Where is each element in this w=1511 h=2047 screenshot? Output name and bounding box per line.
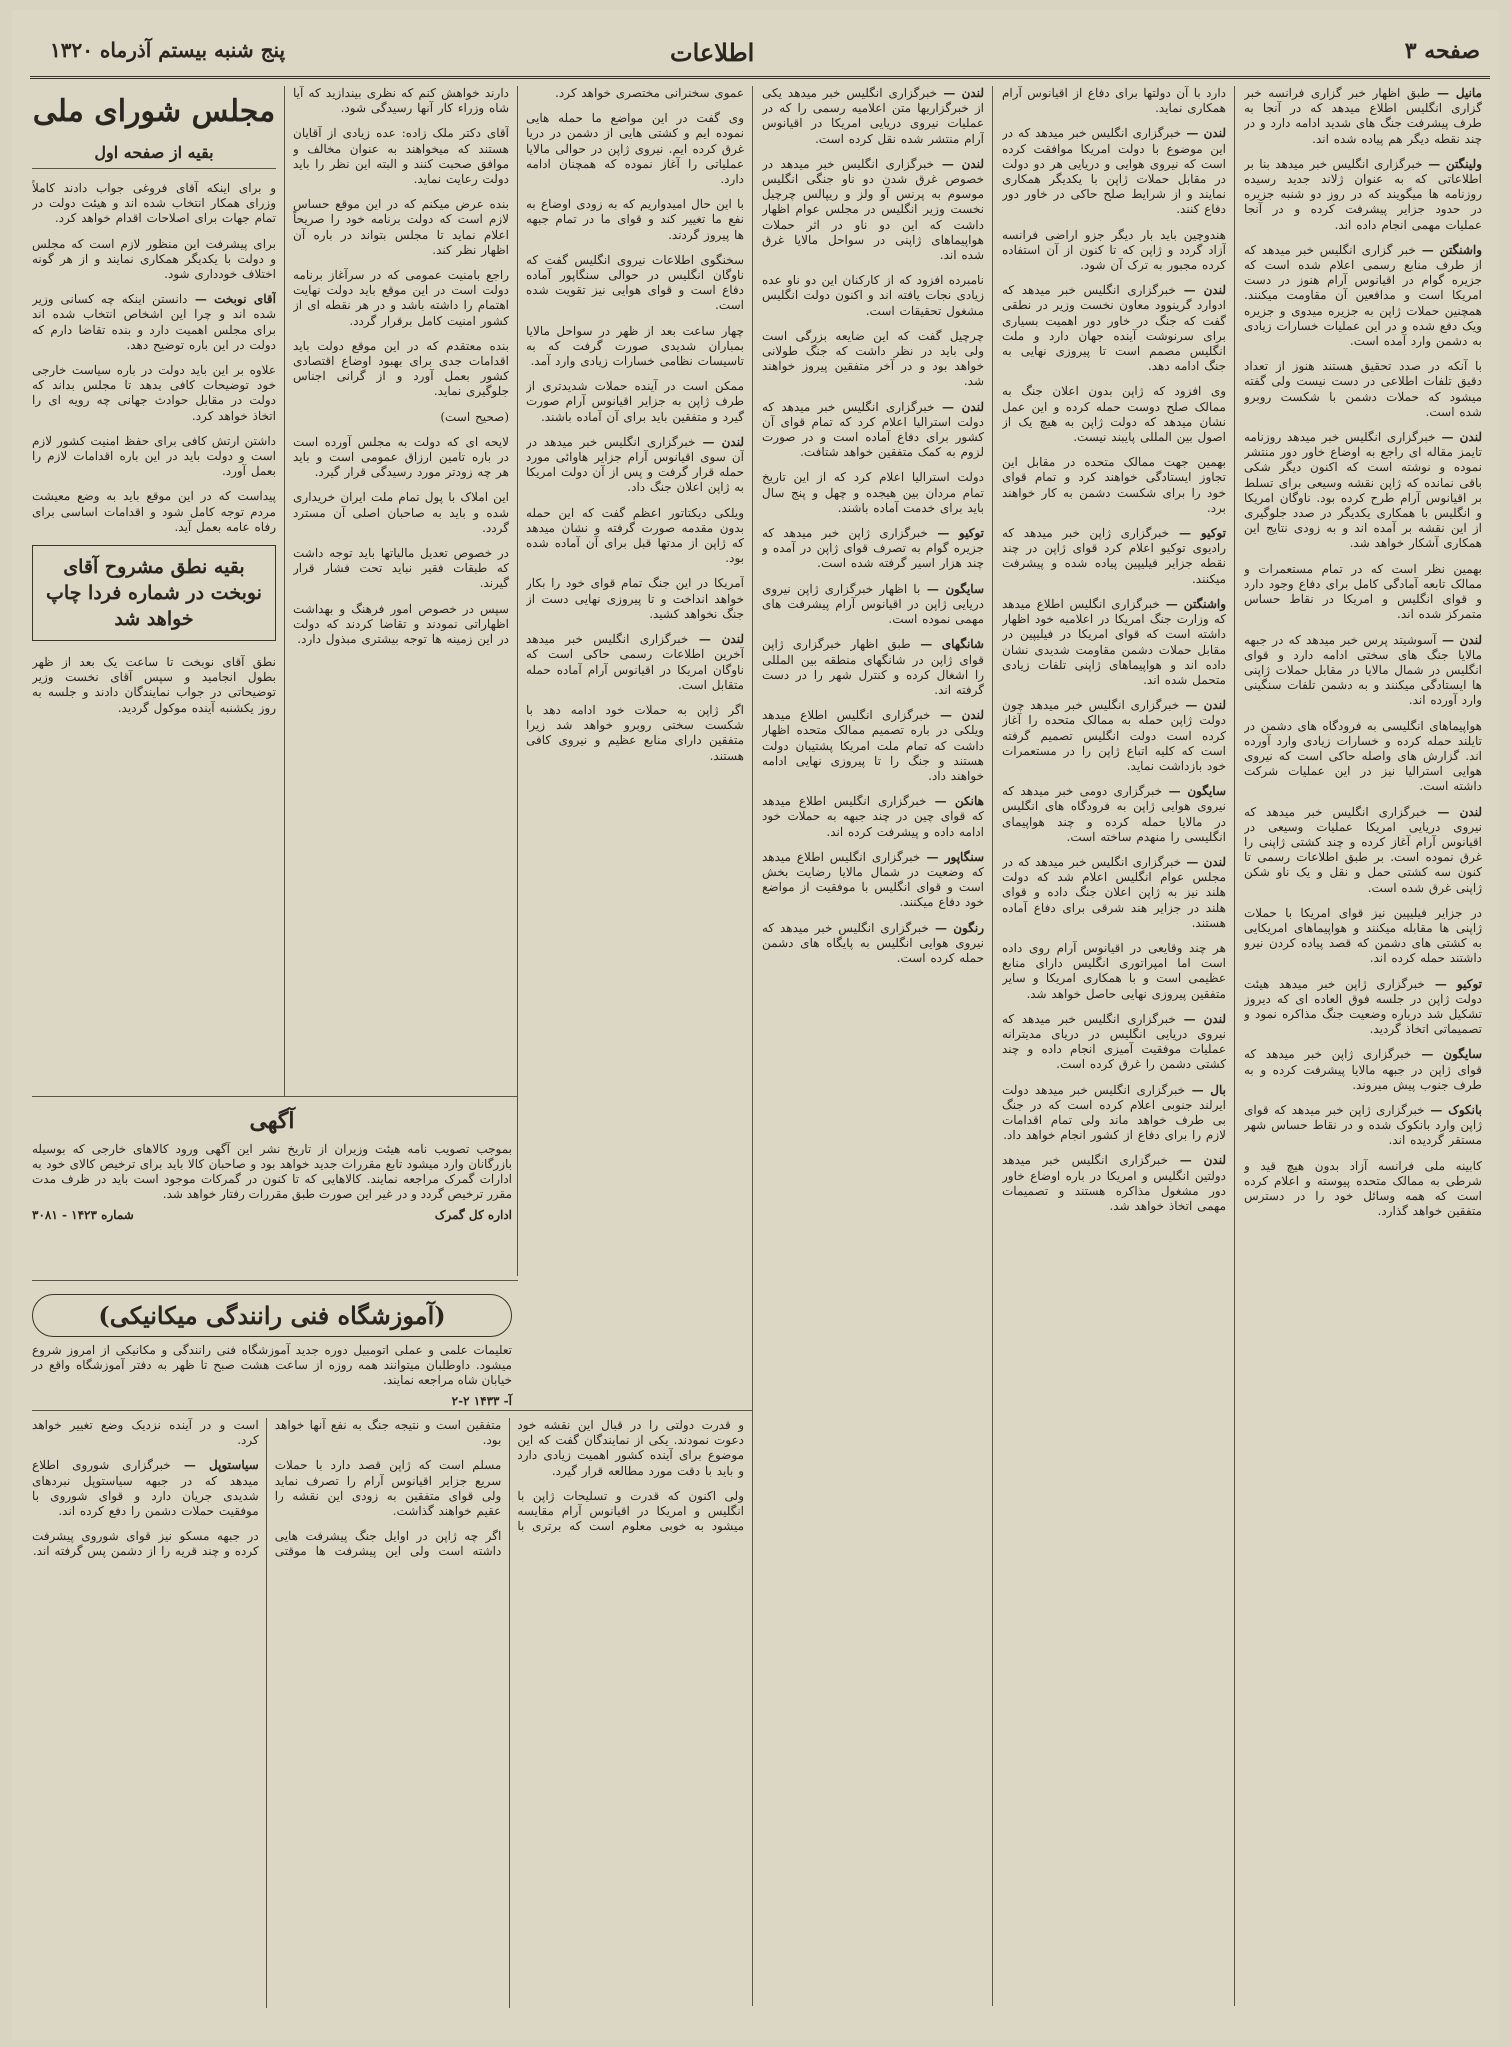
news-paragraph bbox=[293, 126, 509, 187]
news-paragraph bbox=[293, 546, 509, 592]
dateline: لندن — bbox=[1175, 1011, 1226, 1026]
news-paragraph bbox=[1002, 384, 1226, 445]
dateline: لندن — bbox=[1436, 632, 1482, 647]
section-divider bbox=[32, 1280, 518, 1281]
column-rule bbox=[517, 86, 518, 1276]
news-paragraph bbox=[526, 576, 744, 622]
dateline: بانکوک — bbox=[1424, 1102, 1482, 1117]
paragraph-text: آسوشیتد پرس خبر میدهد که در جبهه مالایا جنگ های سختی ادامه دارد و قوای انگلیس در شمال مالایا در مقابل حملات ژاپنی ها ایستادگی میکنند و به دشمن تلفات سنگینی وارد آورده اند. bbox=[1244, 632, 1482, 708]
dateline: شانگهای — bbox=[910, 637, 984, 652]
school-footer-code: آ- ۱۴۳۳ ۲-۲ bbox=[451, 1394, 512, 1408]
news-paragraph bbox=[762, 850, 984, 911]
paragraph-text: در جزایر فیلیپین نیز قوای امریکا با حملات ژاپنی ها مقابله میکنند و هواپیماهای امریکایی به کشتی های دشمن که قصد پیاده کردن نیرو داشتند حمله کرده اند. bbox=[1244, 905, 1482, 966]
news-paragraph bbox=[32, 1458, 259, 1519]
news-paragraph bbox=[1244, 1047, 1482, 1093]
paragraph-text: ولی اکنون که قدرت و تسلیحات ژاپن با انگلیس و امریکا در اقیانوس آرام مقایسه میشود به خوبی معلوم است که برتری با متفقین است و نتیجه جنگ به نفع آنها خواهد بود. bbox=[274, 1418, 744, 1534]
paragraph-text: خبرگزاری انگلیس خبر میدهد بنا بر اطلاعاتی که به عنوان ژلاند جدید رسیده روزنامه ها میگویند که در روز دو شنبه جزیره در حدود جزایر پیشرفت کرده و در آنجا عملیات مهمی انجام داده اند. bbox=[1244, 156, 1482, 232]
news-paragraph bbox=[762, 329, 984, 390]
paragraph-text: خبرگزاری ژاپن خبر میدهد که قوای ژاپن وارد بانکوک شده و در نقاط حساس شهر مستقر گردیده اند. bbox=[1244, 1102, 1482, 1148]
column-3-body bbox=[762, 86, 984, 966]
majlis-closing: نطق آقای نوبخت تا ساعت یک بعد از ظهر بطول انجامید و سپس آقای نخست وزیر توضیحاتی در جواب نمایندگان دادند و جلسه به روز یکشنبه آینده موکول گردید. bbox=[32, 655, 276, 715]
advert-signature bbox=[32, 1208, 512, 1222]
paragraph-text: دارد با آن دولتها برای دفاع از اقیانوس آرام همکاری نماید. bbox=[1002, 86, 1226, 116]
paragraph-text: خبرگزاری انگلیس اطلاع میدهد ویلکی در باره تصمیم ممالک متحده اظهار داشت که تمام ملت امریکا پشتیبان دولت هستند و جنگ را تا پیروزی نهایی ادامه خواهند داد. bbox=[762, 708, 984, 783]
news-paragraph bbox=[526, 632, 744, 693]
dateline: بال — bbox=[1185, 1082, 1226, 1097]
paragraph-text: خبرگزاری ژاپن خبر میدهد که قوای ژاپن در جبهه مالایا پیشرفت کرده و به طرف جنوب پیش میروند. bbox=[1244, 1047, 1482, 1092]
news-paragraph bbox=[1002, 283, 1226, 374]
section-divider bbox=[32, 1096, 518, 1097]
news-paragraph bbox=[1244, 1103, 1482, 1149]
paragraph-text: دارند خواهش کنم که نظری بیندازید که آیا شاه وزراء کار آنها رسیدگی شود. bbox=[293, 86, 509, 116]
paragraph-text: دولت استرالیا اعلام کرد که از این تاریخ تمام مردان بین هیجده و چهل و پنج سال باید برای خدمت آماده باشند. bbox=[762, 470, 984, 515]
news-paragraph bbox=[293, 490, 509, 536]
paragraph-text: این املاک با پول تمام ملت ایران خریداری شده و باید به صاحبان اصلی آن مسترد گردد. bbox=[293, 490, 509, 535]
paragraph-text: خبرگزاری ژاپن خبر میدهد هیئت دولت ژاپن در جلسه فوق العاده ای که دیروز تشکیل شد درباره وضعیت جنگ مذاکره نمود و تصمیماتی اتخاذ گردید. bbox=[1244, 976, 1482, 1037]
column-rule bbox=[752, 86, 753, 2006]
news-paragraph bbox=[762, 400, 984, 461]
news-paragraph bbox=[526, 253, 744, 314]
paragraph-text: کابینه ملی فرانسه آزاد بدون هیچ قید و شرطی به ممالک متحده پیوسته و اعلام کرده است که همه وسائل خود را در دسترس متفقین خواهد گذارد. bbox=[1244, 1158, 1482, 1219]
page-number: صفحه ۳ bbox=[1404, 38, 1480, 64]
news-paragraph bbox=[32, 237, 276, 283]
paragraph-text: هر چند وقایعی در اقیانوس آرام روی داده است اما امپراتوری انگلیس دارای منابع عظیمی است و با همکاری امریکا و سایر متفقین پیروزی نهایی حاصل خواهد شد. bbox=[1002, 940, 1226, 1001]
school-footer bbox=[32, 1394, 512, 1408]
paragraph-text: راجع بامنیت عمومی که در سرآغاز برنامه دولت است در این موقع باید دولت نهایت اهتمام را داشته باشد و در هر نقطه ای از کشور امنیت کامل برقرار گردد. bbox=[293, 268, 509, 328]
paragraph-text: چهار ساعت بعد از ظهر در سواحل مالایا بمباران شدیدی صورت گرفت که به تاسیسات نظامی خسارات زیادی وارد آمد. bbox=[526, 323, 744, 369]
news-paragraph bbox=[1002, 784, 1226, 845]
paragraph-text: اگر ژاپن به حملات خود ادامه دهد با شکست سختی روبرو خواهد شد زیرا متفقین دارای منابع عظیم و نیروی کافی هستند. bbox=[526, 702, 744, 763]
paragraph-text: خبرگزاری ژاپن خبر میدهد که رادیوی توکیو اعلام کرد قوای ژاپن در چند نقطه جزایر فیلیپین پیاده شده و پیشرفت میکنند. bbox=[1002, 526, 1226, 586]
news-paragraph bbox=[762, 273, 984, 319]
column-rule bbox=[1234, 86, 1235, 2006]
news-paragraph bbox=[1244, 562, 1482, 623]
paragraph-text: در خصوص تعدیل مالیاتها باید توجه داشت که طبقات فقیر نباید تحت فشار قرار گیرند. bbox=[293, 546, 509, 591]
paragraph-text: خبرگزاری دومی خبر میدهد که نیروی هوایی ژاپن به فرودگاه های انگلیس در مالایا حمله کرده و چند هواپیمای انگلیسی را منهدم ساخته است. bbox=[1002, 784, 1226, 844]
dateline: توکیو — bbox=[927, 526, 984, 541]
paragraph-text: خبرگزاری انگلیس خبر میدهد روزنامه تایمز مقاله ای راجع به اوضاع خاور دور منتشر نموده و نوشته است که اکنون دیگر شکی باقی نمانده که ژاپن نقشه وسیعی برای تسلط بر اقیانوس آرام طرح کرده بود. ناوگان امریکا و انگلیس با همکاری یکدیگر در صدد جلوگیری از این نقشه بر آمده اند و به زودی نتایج این همکاری آشکار خواهد شد. bbox=[1244, 430, 1482, 551]
paragraph-text: خبر گزاری انگلیس خبر میدهد که از طرف منابع رسمی اعلام شده است که جزیره گوام در اقیانوس آرام هنوز در دست امریکا است و مدافعین آن مقاومت میکنند. همچنین حملات ژاپن به جزیره میدوی و جزیره ویک دفع شده و در این عملیات خسارات زیادی به دشمن وارد آمده است. bbox=[1244, 242, 1482, 349]
paragraph-text: عموی سخنرانی مختصری خواهد کرد. bbox=[555, 86, 744, 100]
paragraph-text: خبرگزاری انگلیس اطلاع میدهد که وضعیت در شمال مالایا رضایت بخش است و قوای انگلیس با موفقیت از مواضع خود دفاع میکنند. bbox=[762, 849, 984, 910]
newspaper-name: اطلاعات bbox=[670, 38, 755, 67]
column-1-body bbox=[1244, 86, 1482, 1219]
dateline: رنگون — bbox=[928, 920, 984, 935]
news-paragraph bbox=[762, 470, 984, 516]
dateline: لندن — bbox=[930, 708, 984, 723]
news-paragraph bbox=[1244, 906, 1482, 967]
paragraph-text: برای پیشرفت این منظور لازم است که مجلس و دولت با یکدیگر همکاری نمایند و از هر گونه اختلاف خودداری شود. bbox=[32, 236, 276, 282]
news-paragraph bbox=[1244, 1159, 1482, 1220]
news-paragraph bbox=[762, 708, 984, 784]
paragraph-text: خبرگزاری انگلیس خبر میدهد چون دولت ژاپن حمله به ممالک متحده را آغاز کرده است دولت انگلیس تصمیم گرفته است که کلیه اتباع ژاپن را در مستعمرات خود بازداشت نماید. bbox=[1002, 698, 1226, 773]
news-paragraph bbox=[1002, 1083, 1226, 1144]
paragraph-text: خبرگزاری انگلیس خبر میدهد دولت ایرلند جنوبی اعلام کرده است که در جنگ بی طرف خواهد ماند ولی تمام اقدامات لازم را برای دفاع از کشور انجام خواهد داد. bbox=[1002, 1082, 1226, 1143]
news-paragraph bbox=[1002, 1153, 1226, 1214]
dateline: لندن — bbox=[934, 156, 984, 171]
paragraph-text: در جبهه مسکو نیز قوای شوروی پیشرفت کرده و چند قریه را از دشمن پس گرفته اند. bbox=[32, 1529, 259, 1559]
paragraph-text: بهمین جهت ممالک متحده در مقابل این تجاوز ایستادگی خواهند کرد و تمام قوای خود را برای شکست دشمن به کار خواهند برد. bbox=[1002, 455, 1226, 515]
news-paragraph bbox=[1244, 719, 1482, 795]
paragraph-text: وی گفت در این مواضع ما حمله هایی نموده ایم و کشتی هایی از دشمن در دریا غرق کرده ایم. نیروی ژاپن در حوالی مالایا عملیاتی را آغاز نموده که همچنان ادامه دارد. bbox=[526, 111, 744, 187]
news-column-3 bbox=[762, 86, 984, 2006]
news-column-2 bbox=[1002, 86, 1226, 2006]
news-paragraph bbox=[526, 86, 744, 101]
news-paragraph bbox=[762, 921, 984, 967]
news-paragraph bbox=[1002, 855, 1226, 931]
paragraph-text: هواپیماهای انگلیسی به فرودگاه های دشمن در تایلند حمله کرده و خسارات زیادی وارد آورده اند. گزارش های واصله حاکی است که نیروی هوایی استرالیا نیز در این عملیات شرکت داشته است. bbox=[1244, 718, 1482, 794]
continuation-notice: بقیه نطق مشروح آقای نوبخت در شماره فردا چاپ خواهد شد bbox=[32, 545, 276, 641]
paragraph-text: نامبرده افزود که از کارکنان این دو ناو عده زیادی نجات یافته اند و اکنون دولت انگلیس مشغول تحقیقات است. bbox=[762, 273, 984, 318]
news-paragraph bbox=[1002, 1012, 1226, 1073]
news-paragraph bbox=[526, 111, 744, 187]
paragraph-text: سخنگوی اطلاعات نیروی انگلیس گفت که ناوگان انگلیس در حوالی سنگاپور آماده دفاع است و قوای هوایی نیز تقویت شده است. bbox=[526, 252, 744, 313]
dateline: لندن — bbox=[937, 86, 984, 100]
paragraph-text: خبرگزاری انگلیس خبر میدهد آخرین اطلاعات رسمی حاکی است که ناوگان امریکا در اقیانوس آرام آماده حمله متقابل است. bbox=[526, 632, 744, 692]
news-paragraph bbox=[293, 86, 509, 116]
news-column-1 bbox=[1244, 86, 1482, 2006]
dateline: مانیل — bbox=[1430, 86, 1482, 100]
paragraph-text: و برای اینکه آقای فروغی جواب دادند کاملاً وزرای همکار انتخاب شده اند و هیئت دولت در تمام جهات برای اصلاحات اقدام خواهد کرد. bbox=[32, 181, 276, 226]
dateline: سیاستوپل — bbox=[170, 1458, 259, 1473]
news-paragraph bbox=[275, 1458, 502, 1519]
majlis-column bbox=[32, 86, 276, 1086]
news-paragraph bbox=[1244, 86, 1482, 147]
paragraph-text: خبرگزاری انگلیس اطلاع میدهد که قوای چین در چند جبهه به حملات خود ادامه داده و پیشرفت کرده اند. bbox=[762, 794, 984, 839]
page-header bbox=[30, 30, 1490, 79]
column-rule bbox=[992, 86, 993, 2006]
column-5-body bbox=[293, 86, 509, 647]
news-paragraph bbox=[293, 410, 509, 425]
paragraph-text: با این حال امیدواریم که به زودی اوضاع به نفع ما تغییر کند و قوای ما در تمام جبهه ها پیروز گردند. bbox=[526, 197, 744, 242]
paragraph-text: طبق اظهار خبرگزاری ژاپن قوای ژاپن در شانگهای منطقه بین المللی را اشغال کرده و کنترل شهر را در دست گرفته اند. bbox=[762, 637, 984, 697]
news-paragraph bbox=[293, 339, 509, 400]
driving-school-advert bbox=[32, 1288, 512, 1408]
news-paragraph bbox=[293, 435, 509, 481]
paragraph-text: پیداست که در این موقع باید به وضع معیشت مردم توجه کامل شود و اقدامات اساسی برای رفاه عامه بعمل آید. bbox=[32, 489, 276, 534]
paragraph-text: خبرگزاری انگلیس خبر میدهد که در این موضوع با دولت امریکا موافقت کرده است که نیروی هوایی و دریایی هر دو دولت در مقابل حملات ژاپن با یکدیگر همکاری نمایند و از شرایط صلح حاکی در خاور دور دفاع کنند. bbox=[1002, 126, 1226, 217]
news-column-4 bbox=[526, 86, 744, 1146]
advert-title: آگهی bbox=[249, 1108, 295, 1134]
dateline: لندن — bbox=[1175, 283, 1226, 298]
column-6-body bbox=[32, 181, 276, 535]
customs-advert bbox=[32, 1104, 512, 1222]
majlis-continuation: بقیه از صفحه اول bbox=[32, 143, 276, 169]
news-column-5 bbox=[293, 86, 509, 1086]
news-paragraph bbox=[1244, 157, 1482, 233]
news-paragraph bbox=[1002, 941, 1226, 1002]
column-4-body bbox=[526, 86, 744, 764]
news-paragraph bbox=[1002, 126, 1226, 217]
news-paragraph bbox=[762, 526, 984, 572]
dateline: هانکن — bbox=[926, 794, 984, 809]
news-paragraph bbox=[32, 181, 276, 227]
news-paragraph bbox=[526, 324, 744, 370]
dateline: توکیو — bbox=[1424, 976, 1482, 991]
newspaper-page bbox=[12, 10, 1499, 2040]
bottom-body bbox=[32, 1418, 744, 1560]
dateline: لندن — bbox=[695, 434, 744, 449]
dateline: لندن — bbox=[934, 399, 984, 414]
news-paragraph bbox=[293, 602, 509, 648]
paragraph-text: ممکن است در آینده حملات شدیدتری از طرف ژاپن به جزایر اقیانوس آرام صورت گیرد و متفقین باید برای آن آماده باشند. bbox=[526, 379, 744, 424]
paragraph-text: خبرگزاری انگلیس خبر میدهد که ادوارد گرینوود معاون نخست وزیر در نطقی گفت که جنگ در خاور دور اهمیت بسیاری برای سرنوشت آینده جهان دارد و ملت انگلیس مصمم است تا پیروزی نهایی به جنگ ادامه دهد. bbox=[1002, 283, 1226, 374]
dateline: سنگاپور — bbox=[920, 849, 984, 864]
paragraph-text: خبرگزاری ژاپن خبر میدهد که جزیره گوام به تصرف قوای ژاپن در آمده و چند هزار اسیر گرفته شده است. bbox=[762, 526, 984, 571]
paragraph-text: خبرگزاری انگلیس خبر میدهد که در مجلس عوام انگلیس اعلام شد که دولت هلند نیز به ژاپن اعلان جنگ داده و قوای هلند در جزایر هند شرقی برای دفاع آماده هستند. bbox=[1002, 854, 1226, 930]
dateline: لندن — bbox=[688, 632, 744, 647]
news-paragraph bbox=[526, 379, 744, 425]
news-paragraph bbox=[32, 363, 276, 424]
paragraph-text: بنده عرض میکنم که در این موقع حساس لازم است که دولت برنامه خود را صریحاً اعلام نماید تا مجلس بتواند در باره آن اظهار نظر کند. bbox=[293, 197, 509, 257]
school-text: تعلیمات علمی و عملی اتومبیل دوره جدید آموزشگاه فنی رانندگی و مکانیکی از امروز شروع میشود. داوطلبان میتوانند همه روزه از ساعت هشت صبح تا ظهر به دفتر آموزشگاه واقع در خیابان شاه مراجعه نمایند. bbox=[32, 1343, 512, 1387]
paragraph-text: چرچیل گفت که این ضایعه بزرگی است ولی باید در نظر داشت که جنگ طولانی خواهد بود و در آخر متفقین پیروز خواهند شد. bbox=[762, 328, 984, 389]
dateline: لندن — bbox=[1435, 430, 1482, 445]
advert-text: بموجب تصویب نامه هیئت وزیران از تاریخ نشر این آگهی ورود کالاهای خارجی که بوسیله بازرگانان وارد میشود تابع مقررات جدید خواهد بود و صاحبان کالا باید برای ترخیص کالای خود به ادارات گمرک مراجعه نمایند. کالاهایی که تا کنون در گمرکات موجود است باید در ظرف مدت مقرر ترخیص گردد و در غیر این صورت طبق مقررات رفتار خواهد شد. bbox=[32, 1142, 512, 1201]
news-paragraph bbox=[32, 434, 276, 480]
paragraph-text: خبرگزاری انگلیس خبر میدهد که نیروی دریایی انگلیس در دریای مدیترانه عملیات موفقیت آمیزی انجام داده و چند کشتی دشمن را غرق کرده است. bbox=[1002, 1011, 1226, 1072]
news-paragraph bbox=[526, 435, 744, 496]
advert-signature-left: شماره ۱۴۲۳ - ۳۰۸۱ bbox=[32, 1208, 134, 1222]
paragraph-text: خبرگزاری انگلیس خبر میدهد یکی از خبرگزاریها متن اعلامیه رسمی را که در عملیات نیروی دریایی امریکا در اقیانوس آرام منتشر شده نقل کرده است. bbox=[762, 86, 984, 146]
news-paragraph bbox=[1244, 977, 1482, 1038]
news-paragraph bbox=[762, 637, 984, 698]
paragraph-text: بنده معتقدم که در این موقع دولت باید اقدامات جدی برای بهبود اوضاع اقتصادی کشور بعمل آورد و از گرانی اجناس جلوگیری نماید. bbox=[293, 338, 509, 399]
bottom-news-block bbox=[32, 1418, 744, 2008]
dateline: توکیو — bbox=[1169, 526, 1226, 541]
news-paragraph bbox=[1244, 430, 1482, 552]
paragraph-text: دانستن اینکه چه کسانی وزیر شده اند و چرا این اشخاص انتخاب شده اند برای مجلس اهمیت دارد و بنده تقاضا دارم که دولت در این باره توضیح دهد. bbox=[32, 292, 276, 352]
news-paragraph bbox=[526, 506, 744, 567]
paragraph-text: خبرگزاری انگلیس خبر میدهد دولتین انگلیس و امریکا در باره اوضاع خاور دور مشغول مذاکره هستند و تصمیمات مهمی اتخاذ خواهد شد. bbox=[1002, 1153, 1226, 1213]
dateline: ولینگتن — bbox=[1422, 156, 1482, 171]
paragraph-text: وی افزود که ژاپن بدون اعلان جنگ به ممالک صلح دوست حمله کرده و این عمل نشان میدهد که دولت ژاپن به هیچ یک از اصول بین المللی پایبند نیست. bbox=[1002, 384, 1226, 445]
section-divider bbox=[32, 1410, 752, 1411]
news-paragraph bbox=[1002, 597, 1226, 688]
paragraph-text: آقای دکتر ملک زاده: عده زیادی از آقایان هستند که میخواهند به عنوان مخالف و موافق صحبت کنند و البته این نظر را باید دولت رعایت نماید. bbox=[293, 126, 509, 187]
news-paragraph bbox=[1002, 526, 1226, 587]
paragraph-text: داشتن ارتش کافی برای حفظ امنیت کشور لازم است و دولت باید در این باره اقدامات لازم را بعمل آورد. bbox=[32, 433, 276, 479]
news-paragraph bbox=[1244, 243, 1482, 349]
paragraph-text: خبرگزاری انگلیس خبر میدهد در خصوص غرق شدن دو ناو جنگی انگلیس موسوم به پرنس آو ولز و ریپالس چرچیل نخست وزیر انگلیس در مجلس عوام اظهار داشت که این دو ناو در اثر حملات هواپیماهای ژاپنی در سواحل مالایا غرق شده اند. bbox=[762, 156, 984, 263]
news-paragraph bbox=[762, 794, 984, 840]
column-rule bbox=[284, 86, 285, 1096]
dateline: واشنگتن — bbox=[1415, 242, 1482, 257]
news-paragraph bbox=[1002, 455, 1226, 516]
school-title: (آموزشگاه فنی رانندگی میکانیکی) bbox=[32, 1294, 512, 1337]
paragraph-text: خبرگزاری انگلیس اطلاع میدهد که وزارت جنگ امریکا در اعلامیه خود اظهار داشته است که قوای امریکا در فیلیپین در مقابل حملات دشمن مقاومت شدیدی نشان داده اند و هواپیماهای ژاپنی تلفات زیادی متحمل شده اند. bbox=[1002, 596, 1226, 687]
paragraph-text: خبرگزاری انگلیس خبر میدهد که نیروی دریایی امریکا عملیات وسیعی در اقیانوس آرام آغاز کرده و چند کشتی ژاپنی را غرق نموده است. بر طبق اطلاعات رسمی تا کنون سه کشتی حمل و نقل و یک ناو شکن ژاپنی غرق شده است. bbox=[1244, 804, 1482, 895]
dateline: سایگون — bbox=[920, 581, 984, 596]
news-paragraph bbox=[293, 197, 509, 258]
news-paragraph bbox=[32, 292, 276, 353]
news-paragraph bbox=[762, 582, 984, 628]
paragraph-text: هندوچین باید بار دیگر جزو اراضی فرانسه آزاد گردد و ژاپن که تا کنون از آن استفاده کرده مجبور به ترک آن شود. bbox=[1002, 227, 1226, 273]
dateline: سایگون — bbox=[1411, 1047, 1482, 1062]
paragraph-text: ویلکی دیکتاتور اعظم گفت که این حمله بدون مقدمه صورت گرفته و نشان میدهد که ژاپن از مدتها قبل برای آن آماده شده بود. bbox=[526, 505, 744, 566]
paragraph-text: خبرگزاری شوروی اطلاع میدهد که در جبهه سیاستوپل نبردهای شدیدی جریان دارد و قوای شوروی با موفقیت حملات دشمن را دفع کرده اند. bbox=[32, 1458, 259, 1519]
news-paragraph bbox=[293, 268, 509, 329]
paragraph-text: لایحه ای که دولت به مجلس آورده است در باره تامین ارزاق عمومی است و باید هر چه زودتر مورد رسیدگی قرار گیرد. bbox=[293, 434, 509, 480]
issue-date: پنج شنبه بیستم آذرماه ۱۳۲۰ bbox=[50, 38, 286, 62]
paragraph-text: و قدرت دولتی را در قبال این نقشه خود دعوت نمودند. یکی از نمایندگان گفت که این موضوع برای آینده کشور اهمیت زیادی دارد و باید با دقت مورد مطالعه قرار گیرد. bbox=[517, 1418, 744, 1478]
paragraph-text: خبرگزاری انگلیس خبر میدهد که نیروی هوایی انگلیس به پایگاه های دشمن حمله کرده است. bbox=[762, 920, 984, 965]
dateline: واشنگتن — bbox=[1159, 596, 1226, 611]
majlis-title: مجلس شورای ملی bbox=[32, 94, 276, 129]
paragraph-text: با اظهار خبرگزاری ژاپن نیروی دریایی ژاپن در اقیانوس آرام پیشرفت های مهمی نموده است. bbox=[762, 581, 984, 627]
paragraph-text: طبق اظهار خبر گزاری فرانسه خبر گزاری انگلیس اطلاع میدهد که در آنجا به طرف پیشرفت جنگ های شدید ادامه دارد و در چند نقطه دیگر هم پیاده شده اند. bbox=[1244, 86, 1482, 146]
news-paragraph bbox=[526, 703, 744, 764]
news-paragraph bbox=[762, 157, 984, 263]
paragraph-text: خبرگزاری انگلیس خبر میدهد در آن سوی اقیانوس آرام جزایر هاوائی مورد حمله قرار گرفت و پس از آن دولت امریکا به ژاپن اعلان جنگ داد. bbox=[526, 434, 744, 495]
paragraph-text: سپس در خصوص امور فرهنگ و بهداشت اظهاراتی نمودند و تقاضا کردند که دولت در این زمینه ها توجه بیشتری مبذول دارد. bbox=[293, 601, 509, 647]
news-paragraph bbox=[1244, 805, 1482, 896]
dateline: سایگون — bbox=[1162, 784, 1226, 799]
news-paragraph bbox=[32, 489, 276, 535]
dateline: لندن — bbox=[1181, 854, 1226, 869]
news-paragraph bbox=[1244, 359, 1482, 420]
column-2-body bbox=[1002, 86, 1226, 1214]
news-paragraph bbox=[517, 1418, 744, 1479]
paragraph-text: اگر چه ژاپن در اوایل جنگ پیشرفت هایی داشته است ولی این پیشرفت ها موقتی است و در آینده نزدیک وضع تغییر خواهد کرد. bbox=[32, 1418, 502, 1559]
paragraph-text: خبرگزاری انگلیس خبر میدهد که دولت استرالیا اعلام کرد که تمام قوای آن کشور برای دفاع آماده است و در صورت لزوم به کمک متفقین خواهد شتافت. bbox=[762, 399, 984, 460]
paragraph-text: با آنکه در صدد تحقیق هستند هنوز از تعداد دقیق تلفات اطلاعی در دست نیست ولی گفته میشود که حملات دشمن با شکست روبرو شده است. bbox=[1244, 359, 1482, 419]
dateline: لندن — bbox=[1179, 698, 1226, 713]
news-paragraph bbox=[526, 197, 744, 243]
paragraph-text: مسلم است که ژاپن قصد دارد با حملات سریع جزایر اقیانوس آرام را تصرف نماید ولی قوای متفقین به زودی این نقشه را عقیم خواهند گذاشت. bbox=[274, 1458, 502, 1519]
dateline: لندن — bbox=[1427, 804, 1482, 819]
dateline: لندن — bbox=[1167, 1153, 1226, 1168]
dateline: آقای نوبخت — bbox=[187, 292, 276, 307]
paragraph-text: (صحیح است) bbox=[440, 409, 509, 424]
dateline: لندن — bbox=[1181, 126, 1226, 141]
news-paragraph bbox=[32, 1529, 259, 1559]
news-paragraph bbox=[1002, 228, 1226, 274]
paragraph-text: علاوه بر این باید دولت در باره سیاست خارجی خود توضیحات کافی بدهد تا مجلس بداند که دولت در مقابل حوادث جهانی چه رویه ای را اتخاذ خواهد کرد. bbox=[32, 363, 276, 423]
news-paragraph bbox=[762, 86, 984, 147]
paragraph-text: آمریکا در این جنگ تمام قوای خود را بکار خواهد انداخت و تا پیروزی نهایی دست از جنگ نخواهد کشید. bbox=[526, 576, 744, 621]
paragraph-text: بهمین نظر است که در تمام مستعمرات و ممالک تابعه آمادگی کامل برای دفاع وجود دارد و قوای انگلیس و امریکا در نقاط حساس متمرکز شده اند. bbox=[1244, 561, 1482, 622]
news-paragraph bbox=[1244, 633, 1482, 709]
news-paragraph bbox=[1002, 698, 1226, 774]
news-paragraph bbox=[1002, 86, 1226, 116]
advert-signature-right: اداره کل گمرک bbox=[434, 1208, 512, 1222]
